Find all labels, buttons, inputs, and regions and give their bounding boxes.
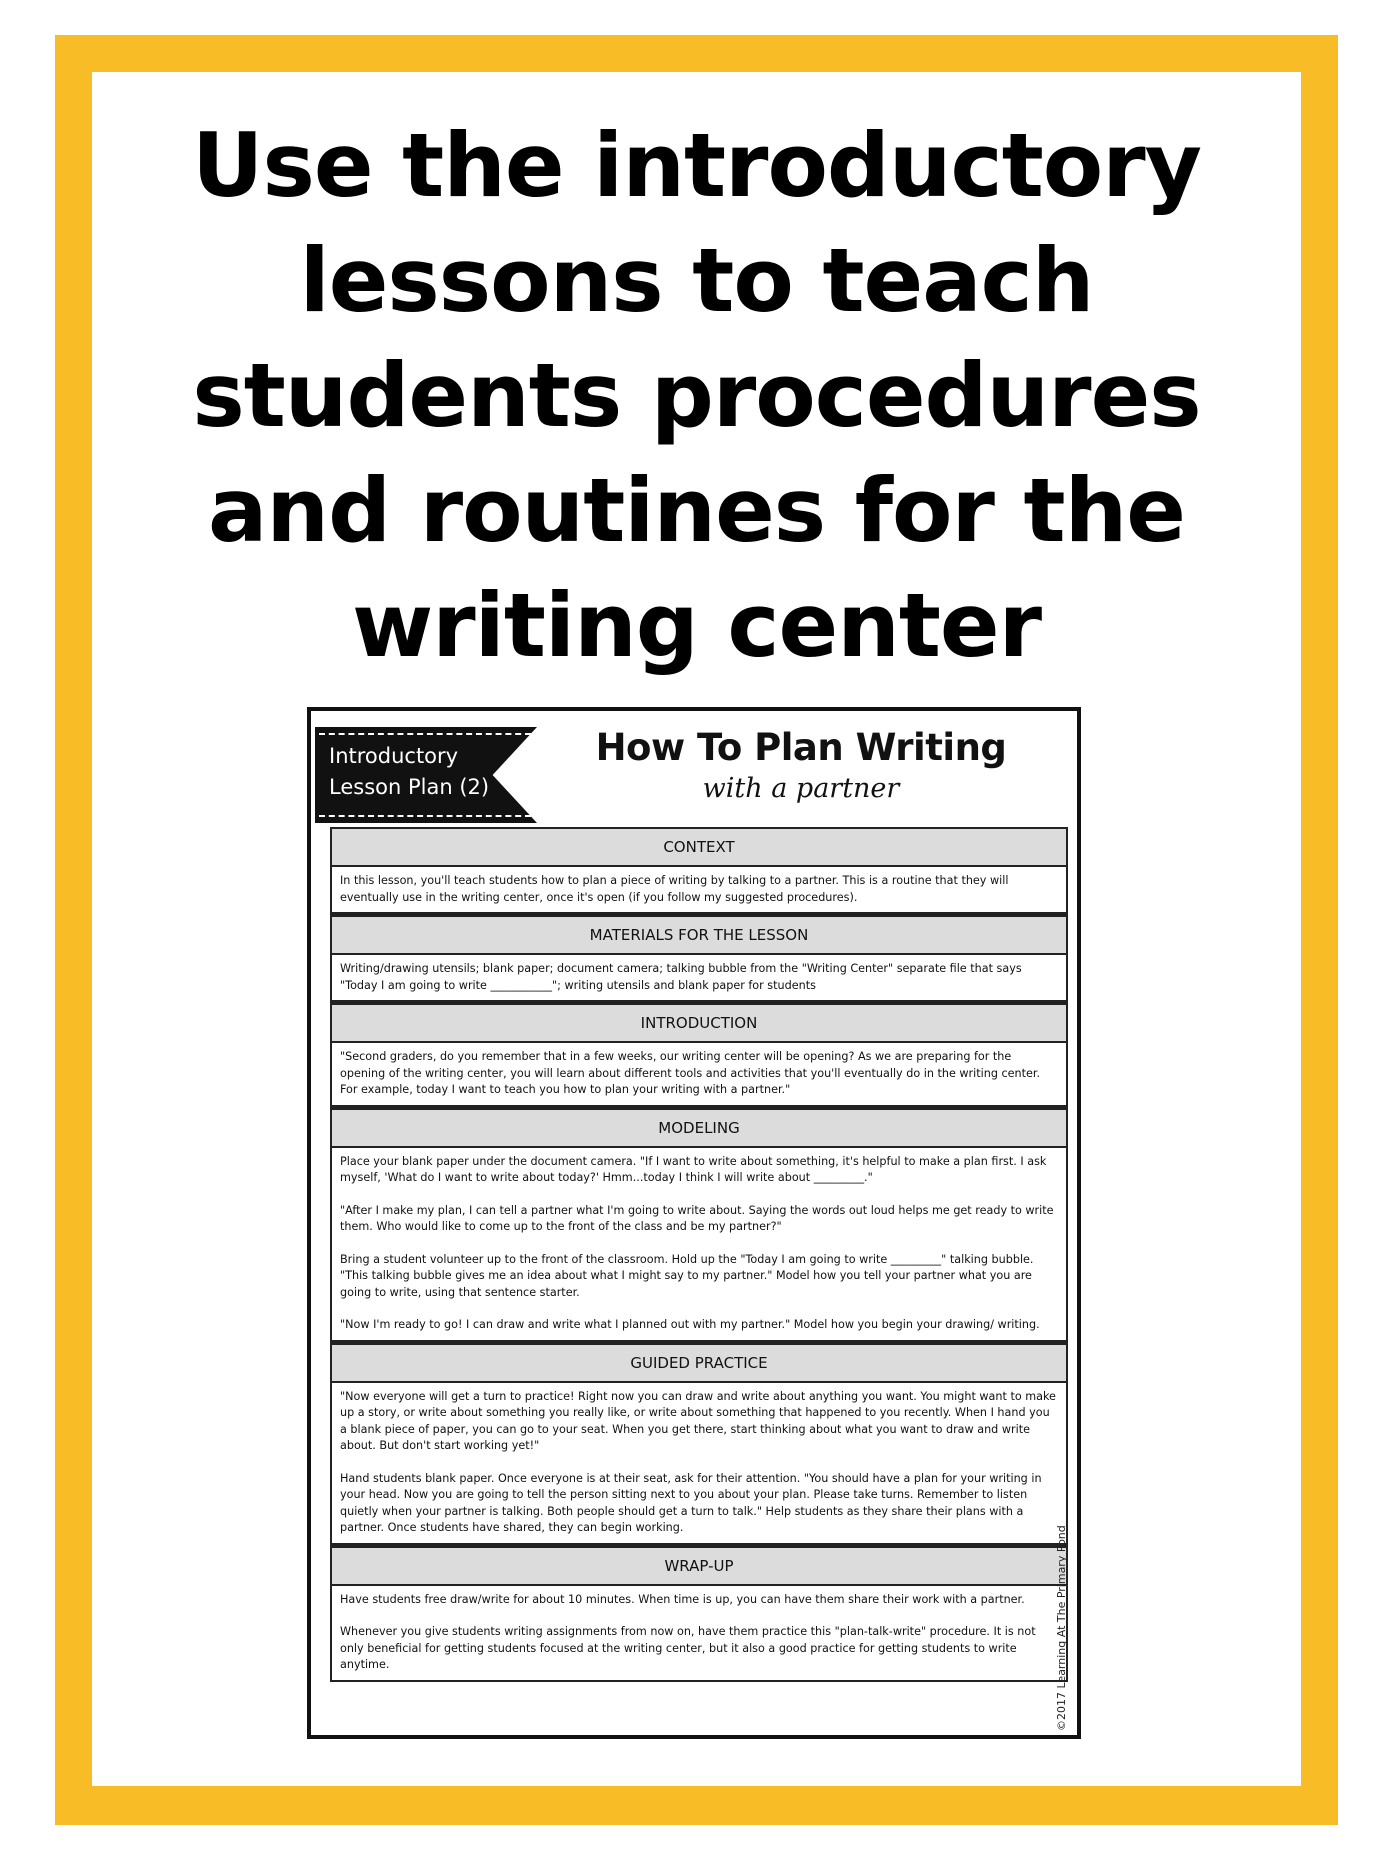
section-body [332,1586,1066,1680]
section-paragraph: In this lesson, you'll teach students how to plan a piece of writing by talking to a partner. This is a routine that they will eventually use in the writing center, once it's open (if you follow my suggested procedures). [340,874,1009,904]
section-body [332,1383,1066,1546]
section-paragraph: Whenever you give students writing assignments from now on, have them practice this "plan-talk-write" procedure. It is not only beneficial for getting students focused at the writing center, but it also a good practice for getting students to write anytime. [340,1625,1036,1671]
section-paragraph: "Now everyone will get a turn to practice! Right now you can draw and write about anything you want. You might want to make up a story, or write about something you really like, or write about something that happened to you recently. When I hand you a blank piece of paper, you can go to your seat. When you get there, start thinking about what you want to draw and write about. But don't start working yet!" [340,1389,1056,1452]
section-body [332,867,1066,915]
section-body [332,1148,1066,1343]
sheet-subtitle: with a partner [702,773,900,804]
banner-line-1: Introductory [329,744,459,768]
section-heading: MODELING [332,1108,1066,1148]
banner-label [329,741,499,803]
banner-line-2: Lesson Plan (2) [329,775,490,799]
section-heading: CONTEXT [332,829,1066,867]
copyright-note: ©2017 Learning At The Primary Pond [1055,1525,1068,1731]
sheet-title: How To Plan Writing [595,726,1007,769]
section-paragraph: "Now I'm ready to go! I can draw and write what I planned out with my partner." Model how you begin your drawing/ writing. [340,1318,1040,1331]
section-paragraph: Place your blank paper under the document camera. "If I want to write about something, it's helpful to make a plan first. I ask myself, 'What do I want to write about today?' Hmm...today I think I will write about _________." [340,1154,1047,1184]
section-body [332,955,1066,1003]
section-paragraph: "Second graders, do you remember that in a few weeks, our writing center will be opening? As we are preparing for the opening of the writing center, you will learn about different tools and activities that you'll eventually do in the writing center. For example, today I want to teach you how to plan your writing with a partner." [340,1050,1041,1096]
section-heading: WRAP-UP [332,1546,1066,1586]
section-paragraph: Have students free draw/write for about 10 minutes. When time is up, you can have them share their work with a partner. [340,1592,1025,1606]
section-heading: MATERIALS FOR THE LESSON [332,915,1066,955]
section-paragraph: Writing/drawing utensils; blank paper; document camera; talking bubble from the "Writing Center" separate file that says "Today I am going to write ___________"; writing utensils and blank paper for students [340,962,1022,992]
headline: Use the introductory lessons to teach students procedures and routines for the writing center [191,114,1201,677]
section-heading: INTRODUCTION [332,1003,1066,1043]
section-paragraph: Bring a student volunteer up to the front of the classroom. Hold up the "Today I am going to write _________" talking bubble. "This talking bubble gives me an idea about what I might say to my partner." Model how you tell your partner what you are going to write, using that sentence starter. [340,1252,1034,1299]
section-paragraph: Hand students blank paper. Once everyone is at their seat, ask for their attention. "You should have a plan for your writing in your head. Now you are going to tell the person sitting next to you about your plan. Please take turns. Remember to listen quietly when your partner is talking. Both people should get a turn to talk." Help students as they share their plans with a partner. Once students have shared, they can begin working. [340,1471,1042,1534]
section-paragraph: "After I make my plan, I can tell a partner what I'm going to write about. Saying the words out loud helps me get ready to write them. Who would like to come up to the front of the class and be my partner?" [340,1203,1054,1233]
section-heading: GUIDED PRACTICE [332,1343,1066,1383]
section-body [332,1043,1066,1108]
lesson-plan-sheet [307,707,1081,1739]
lesson-sections [330,827,1068,1682]
